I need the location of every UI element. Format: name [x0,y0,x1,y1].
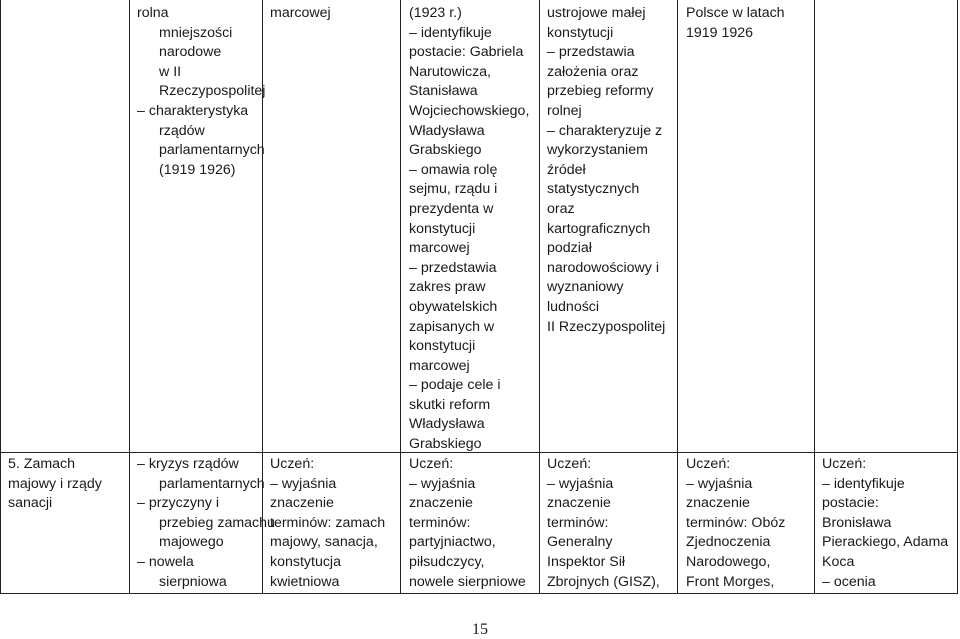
text-line: – przedstawia [409,259,529,279]
text-line: wyznaniowy [547,279,624,296]
text-line: wykorzystaniem [547,142,648,159]
text-line: znaczenie [686,495,750,512]
text-line: parlamentarnych [159,475,265,492]
text-line: marcowej [270,5,331,21]
text-line: Inspektor Sił [547,553,626,570]
text-line: Uczeń: [547,456,592,472]
text-line: Bronisława [822,514,892,531]
text-line: narodowe [159,44,222,61]
text-line: Uczeń: [822,456,867,472]
text-line: Koca [822,553,855,570]
text-line: mniejszości [159,24,233,41]
text-line: – identyfikuje [409,24,529,44]
text-line: rolnej [547,102,582,119]
text-line: Grabskiego [409,142,482,159]
basic-req-cell-bottom [270,455,385,592]
text-line: konstytucji [409,338,476,355]
text-line: źródeł [547,161,586,178]
content-cell-bottom [137,455,275,592]
text-line: Władysława [409,416,485,433]
text-line: zapisanych w [409,318,495,335]
page-number: 15 [472,621,488,638]
text-line: zakres praw [409,279,486,296]
complete-req-cell-bottom [547,455,660,592]
text-line: znaczenie [270,495,334,512]
text-line: konstytucji [409,220,476,237]
text-line: konstytucja [270,553,341,570]
text-line: Uczeń: [686,456,731,472]
text-line: – kryzys rządów [137,455,275,475]
text-line: Uczeń: [270,456,315,472]
text-line: – przyczyny i [137,494,275,514]
topic-cell [8,455,102,514]
text-line: – wyjaśnia [547,475,660,495]
text-line: kartograficznych [547,220,651,237]
text-line: – ocenia [822,573,948,593]
text-line: sanacji [8,495,53,512]
excellent-req-cell-bottom [822,455,948,592]
text-line: majowy i rządy [8,475,102,492]
text-line: sierpniowa [159,573,227,590]
text-line: – identyfikuje [822,475,948,495]
text-line: znaczenie [409,495,473,512]
text-line: terminów: [547,514,609,531]
text-line: Narodowego, [686,553,771,570]
text-line: (1919 1926) [159,161,236,178]
text-line: nowele sierpniowe [409,573,526,590]
text-line: – przedstawia [547,43,665,63]
extended-req-cell-top [409,4,529,455]
text-line: 1919 1926 [686,24,754,41]
text-line: Grabskiego [409,436,482,453]
text-line: – podaje cele i [409,376,529,396]
text-line: znaczenie [547,495,611,512]
text-line: skutki reform [409,396,491,413]
text-line: terminów: [409,514,471,531]
text-line: partyjniactwo, [409,534,496,551]
extended-req-cell-bottom [409,455,526,592]
text-line: Polsce w latach [686,5,785,21]
text-line: Generalny [547,534,613,551]
col-divider-4 [539,0,540,594]
col-divider-3 [400,0,401,594]
text-line: przebieg reformy [547,83,654,100]
text-line: – wyjaśnia [270,475,385,495]
text-line: statystycznych [547,181,640,198]
text-line: – wyjaśnia [409,475,526,495]
text-line: postacie: Gabriela [409,44,524,61]
text-line: majowy, sanacja, [270,534,378,551]
text-line: – nowela [137,553,275,573]
text-line: Uczeń: [409,456,454,472]
text-line: podział [547,240,592,257]
text-line: terminów: Obóz [686,514,786,531]
text-line: prezydenta w [409,200,494,217]
text-line: ludności [547,298,600,315]
text-line: konstytucji [547,24,614,41]
text-line: ustrojowe małej [547,5,646,21]
text-line: – wyjaśnia [686,475,785,495]
content-cell-top [137,4,265,180]
text-line: rządów [159,122,205,139]
text-line: Wojciechowskiego, [409,102,530,119]
text-line: 5. Zamach [8,456,76,472]
text-line: oraz [547,200,575,217]
text-line: parlamentarnych [159,142,265,159]
basic-req-cell-top [270,4,331,24]
text-line: II Rzeczypospolitej [547,318,666,335]
text-line: majowego [159,534,224,551]
text-line: Pierackiego, Adama [822,534,949,551]
text-line: kwietniowa [270,573,340,590]
col-divider-6 [814,0,815,594]
text-line: Front Morges, [686,573,775,590]
text-line: obywatelskich [409,298,498,315]
table-border-right [957,0,958,594]
text-line: marcowej [409,240,470,257]
text-line: założenia oraz [547,63,639,80]
advanced-req-cell-bottom [686,455,785,592]
text-line: Stanisława [409,83,478,100]
text-line: marcowej [409,357,470,374]
text-line: Rzeczypospolitej [159,83,266,100]
text-line: w II [159,63,182,80]
text-line: piłsudczycy, [409,553,485,570]
text-line: Zjednoczenia [686,534,771,551]
text-line: Władysława [409,122,485,139]
advanced-req-cell-top [686,4,785,43]
text-line: Zbrojnych (GISZ), [547,573,660,590]
text-line: – omawia rolę [409,161,529,181]
table-border-bottom [0,593,958,594]
text-line: sejmu, rządu i [409,181,498,198]
text-line: przebieg zamachu [159,514,275,531]
text-line: rolna [137,5,169,21]
col-divider-5 [677,0,678,594]
col-divider-1 [129,0,130,594]
complete-req-cell-top [547,4,665,337]
text-line: – charakteryzuje z [547,122,665,142]
text-line: narodowościowy i [547,259,659,276]
text-line: – charakterystyka [137,102,265,122]
text-line: postacie: [822,495,879,512]
text-line: (1923 r.) [409,5,462,21]
table-border-left [0,0,1,594]
text-line: terminów: zamach [270,514,386,531]
text-line: Narutowicza, [409,63,492,80]
